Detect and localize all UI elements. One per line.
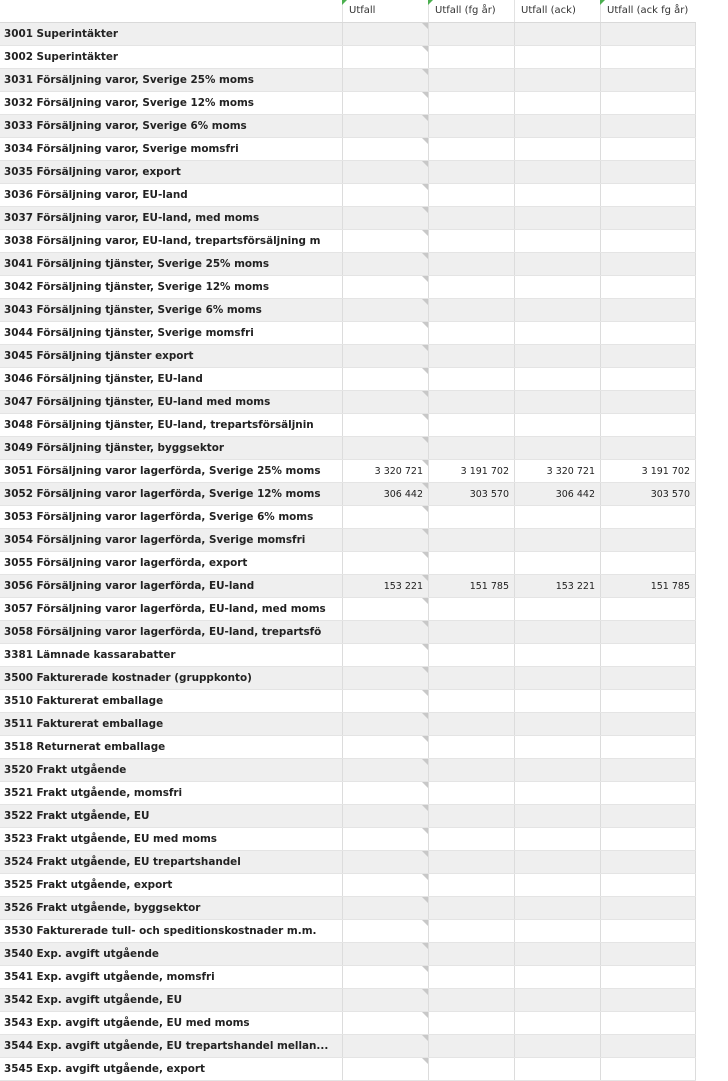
cell-utfall-ack[interactable]: [514, 1012, 600, 1034]
cell-utfall-ack-fg-ar[interactable]: [600, 828, 696, 850]
cell-utfall-ack[interactable]: [514, 92, 600, 114]
account-label: 3045 Försäljning tjänster export: [4, 350, 194, 362]
cell-utfall-fg-ar[interactable]: [428, 874, 514, 896]
table-row[interactable]: [0, 506, 696, 529]
cell-utfall-fg-ar[interactable]: [428, 138, 514, 160]
cell-utfall-fg-ar[interactable]: [428, 506, 514, 528]
table-row[interactable]: [0, 782, 696, 805]
cell-utfall[interactable]: [342, 115, 428, 137]
table-row[interactable]: [0, 529, 696, 552]
table-row[interactable]: [0, 851, 696, 874]
cell-utfall-ack-fg-ar[interactable]: [600, 690, 696, 712]
cell-utfall-fg-ar[interactable]: [428, 552, 514, 574]
cell-utfall-ack-fg-ar[interactable]: [600, 667, 696, 689]
table-row[interactable]: [0, 207, 696, 230]
cell-utfall-fg-ar[interactable]: [428, 115, 514, 137]
column-header-account: [0, 0, 342, 22]
cell-utfall-ack-fg-ar[interactable]: [600, 529, 696, 551]
column-header-utfall-ack-fg-ar[interactable]: [600, 0, 696, 22]
cell-utfall-ack[interactable]: [514, 805, 600, 827]
account-label: 3521 Frakt utgående, momsfri: [4, 787, 183, 799]
cell-utfall-ack-fg-ar[interactable]: [600, 299, 696, 321]
account-label: 3038 Försäljning varor, EU-land, trepartsförsäljning m: [4, 235, 321, 247]
cell-utfall-ack-fg-ar[interactable]: [600, 943, 696, 965]
cell-utfall-fg-ar[interactable]: [428, 1035, 514, 1057]
cell-utfall-ack[interactable]: [514, 207, 600, 229]
cell-utfall[interactable]: [342, 1058, 428, 1080]
cell-utfall[interactable]: [342, 1035, 428, 1057]
cell-utfall-fg-ar[interactable]: [428, 598, 514, 620]
cell-utfall-ack-fg-ar[interactable]: [600, 920, 696, 942]
table-row[interactable]: [0, 920, 696, 943]
table-row[interactable]: [0, 276, 696, 299]
cell-utfall-ack[interactable]: [514, 828, 600, 850]
cell-utfall[interactable]: [342, 598, 428, 620]
cell-utfall[interactable]: [342, 161, 428, 183]
cell-utfall-ack[interactable]: [514, 713, 600, 735]
cell-utfall-ack[interactable]: 153 221: [514, 575, 600, 597]
cell-utfall-fg-ar[interactable]: [428, 46, 514, 68]
cell-utfall-ack-fg-ar[interactable]: [600, 805, 696, 827]
cell-utfall-ack-fg-ar[interactable]: [600, 69, 696, 91]
table-row[interactable]: [0, 874, 696, 897]
account-label: 3042 Försäljning tjänster, Sverige 12% moms: [4, 281, 270, 293]
account-label: 3518 Returnerat emballage: [4, 741, 166, 753]
cell-utfall[interactable]: [342, 184, 428, 206]
cell-utfall-ack[interactable]: [514, 552, 600, 574]
cell-utfall[interactable]: [342, 713, 428, 735]
cell-utfall-ack-fg-ar[interactable]: [600, 736, 696, 758]
account-label: 3044 Försäljning tjänster, Sverige momsfri: [4, 327, 254, 339]
table-row[interactable]: [0, 414, 696, 437]
cell-utfall-ack[interactable]: [514, 644, 600, 666]
cell-utfall-ack-fg-ar[interactable]: [600, 345, 696, 367]
cell-utfall-ack[interactable]: [514, 276, 600, 298]
cell-utfall-fg-ar[interactable]: 303 570: [428, 483, 514, 505]
cell-utfall-ack[interactable]: [514, 782, 600, 804]
cell-utfall-ack[interactable]: [514, 437, 600, 459]
cell-utfall[interactable]: [342, 736, 428, 758]
cell-utfall-fg-ar[interactable]: [428, 828, 514, 850]
account-label: 3057 Försäljning varor lagerförda, EU-land, med moms: [4, 603, 326, 615]
cell-utfall-ack-fg-ar[interactable]: [600, 966, 696, 988]
table-row[interactable]: [0, 759, 696, 782]
cell-utfall[interactable]: [342, 874, 428, 896]
table-row[interactable]: [0, 391, 696, 414]
cell-utfall-ack-fg-ar[interactable]: 151 785: [600, 575, 696, 597]
account-label: 3511 Fakturerat emballage: [4, 718, 164, 730]
cell-utfall[interactable]: [342, 552, 428, 574]
table-row[interactable]: [0, 460, 696, 483]
cell-utfall-ack[interactable]: [514, 138, 600, 160]
table-row[interactable]: [0, 667, 696, 690]
cell-utfall-fg-ar[interactable]: [428, 391, 514, 413]
cell-utfall-ack[interactable]: [514, 345, 600, 367]
account-label: 3035 Försäljning varor, export: [4, 166, 181, 178]
account-label: 3543 Exp. avgift utgående, EU med moms: [4, 1017, 250, 1029]
table-row[interactable]: [0, 1058, 696, 1081]
cell-utfall-fg-ar[interactable]: [428, 690, 514, 712]
cell-utfall-ack-fg-ar[interactable]: [600, 598, 696, 620]
column-header-utfall-fg-ar[interactable]: [428, 0, 514, 22]
cell-utfall-ack[interactable]: [514, 966, 600, 988]
cell-utfall-ack[interactable]: [514, 23, 600, 45]
cell-utfall-fg-ar[interactable]: [428, 713, 514, 735]
sort-marker-icon: [342, 0, 347, 5]
cell-utfall[interactable]: [342, 644, 428, 666]
cell-utfall-ack-fg-ar[interactable]: [600, 207, 696, 229]
cell-utfall[interactable]: [342, 1012, 428, 1034]
cell-utfall-ack[interactable]: [514, 759, 600, 781]
cell-utfall-ack[interactable]: [514, 391, 600, 413]
account-label: 3041 Försäljning tjänster, Sverige 25% moms: [4, 258, 270, 270]
cell-utfall-ack-fg-ar[interactable]: [600, 230, 696, 252]
account-label: 3051 Försäljning varor lagerförda, Sverige 25% moms: [4, 465, 321, 477]
cell-utfall-ack[interactable]: [514, 690, 600, 712]
cell-utfall-ack[interactable]: [514, 230, 600, 252]
table-row[interactable]: [0, 690, 696, 713]
cell-utfall[interactable]: [342, 851, 428, 873]
cell-utfall[interactable]: [342, 276, 428, 298]
table-row[interactable]: [0, 230, 696, 253]
cell-utfall[interactable]: [342, 368, 428, 390]
cell-utfall-fg-ar[interactable]: [428, 805, 514, 827]
cell-utfall-ack-fg-ar[interactable]: [600, 414, 696, 436]
table-row[interactable]: [0, 736, 696, 759]
cell-utfall[interactable]: [342, 69, 428, 91]
column-header-label: Utfall (ack fg år): [607, 5, 689, 16]
cell-utfall-ack[interactable]: [514, 736, 600, 758]
table-row[interactable]: [0, 23, 696, 46]
account-label: 3540 Exp. avgift utgående: [4, 948, 159, 960]
cell-utfall-ack[interactable]: [514, 1035, 600, 1057]
table-row[interactable]: [0, 943, 696, 966]
cell-utfall-ack[interactable]: [514, 69, 600, 91]
cell-utfall-fg-ar[interactable]: [428, 943, 514, 965]
cell-utfall[interactable]: [342, 138, 428, 160]
table-row[interactable]: [0, 345, 696, 368]
account-label: 3049 Försäljning tjänster, byggsektor: [4, 442, 224, 454]
cell-utfall-ack-fg-ar[interactable]: [600, 184, 696, 206]
cell-utfall-fg-ar[interactable]: [428, 299, 514, 321]
cell-utfall[interactable]: [342, 23, 428, 45]
cell-utfall-fg-ar[interactable]: [428, 69, 514, 91]
cell-utfall[interactable]: [342, 966, 428, 988]
cell-utfall[interactable]: [342, 920, 428, 942]
cell-utfall-ack[interactable]: [514, 920, 600, 942]
grid-body: [0, 23, 696, 1081]
table-row[interactable]: [0, 92, 696, 115]
cell-utfall-ack-fg-ar[interactable]: [600, 253, 696, 275]
cell-utfall-ack-fg-ar[interactable]: [600, 161, 696, 183]
cell-utfall-fg-ar[interactable]: [428, 276, 514, 298]
table-row[interactable]: [0, 621, 696, 644]
cell-utfall-fg-ar[interactable]: [428, 736, 514, 758]
cell-utfall[interactable]: 3 320 721: [342, 460, 428, 482]
cell-utfall[interactable]: [342, 506, 428, 528]
account-label: 3046 Försäljning tjänster, EU-land: [4, 373, 203, 385]
cell-utfall-ack[interactable]: [514, 299, 600, 321]
account-label: 3031 Försäljning varor, Sverige 25% moms: [4, 74, 254, 86]
account-label: 3542 Exp. avgift utgående, EU: [4, 994, 183, 1006]
cell-utfall-fg-ar[interactable]: [428, 966, 514, 988]
cell-utfall-fg-ar[interactable]: [428, 644, 514, 666]
cell-utfall[interactable]: [342, 391, 428, 413]
cell-utfall-fg-ar[interactable]: [428, 253, 514, 275]
table-row[interactable]: [0, 575, 696, 598]
cell-utfall-ack-fg-ar[interactable]: [600, 897, 696, 919]
cell-utfall-ack-fg-ar[interactable]: [600, 759, 696, 781]
cell-utfall-fg-ar[interactable]: [428, 1058, 514, 1080]
cell-utfall[interactable]: [342, 207, 428, 229]
cell-utfall-fg-ar[interactable]: [428, 23, 514, 45]
cell-utfall-ack-fg-ar[interactable]: 303 570: [600, 483, 696, 505]
account-label: 3545 Exp. avgift utgående, export: [4, 1063, 205, 1075]
account-label: 3522 Frakt utgående, EU: [4, 810, 150, 822]
cell-utfall-fg-ar[interactable]: [428, 759, 514, 781]
cell-utfall-ack-fg-ar[interactable]: [600, 621, 696, 643]
account-label: 3036 Försäljning varor, EU-land: [4, 189, 188, 201]
account-label: 3032 Försäljning varor, Sverige 12% moms: [4, 97, 254, 109]
column-header-row: [0, 0, 696, 23]
table-row[interactable]: [0, 713, 696, 736]
cell-utfall-ack-fg-ar[interactable]: [600, 391, 696, 413]
column-header-label: Utfall: [349, 5, 376, 16]
account-label: 3500 Fakturerade kostnader (gruppkonto): [4, 672, 252, 684]
table-row[interactable]: [0, 805, 696, 828]
cell-utfall-fg-ar[interactable]: [428, 851, 514, 873]
account-label: 3047 Försäljning tjänster, EU-land med moms: [4, 396, 271, 408]
account-label: 3544 Exp. avgift utgående, EU trepartshandel mellan...: [4, 1040, 329, 1052]
account-label: 3524 Frakt utgående, EU trepartshandel: [4, 856, 241, 868]
cell-utfall[interactable]: [342, 989, 428, 1011]
cell-utfall[interactable]: [342, 943, 428, 965]
cell-utfall-ack-fg-ar[interactable]: [600, 713, 696, 735]
cell-utfall-ack[interactable]: [514, 1058, 600, 1080]
cell-utfall-ack[interactable]: 3 320 721: [514, 460, 600, 482]
table-row[interactable]: [0, 115, 696, 138]
account-label: 3525 Frakt utgående, export: [4, 879, 173, 891]
table-row[interactable]: [0, 598, 696, 621]
table-row[interactable]: [0, 299, 696, 322]
cell-utfall-ack-fg-ar[interactable]: [600, 437, 696, 459]
cell-utfall-ack[interactable]: [514, 184, 600, 206]
cell-utfall-ack-fg-ar[interactable]: [600, 1035, 696, 1057]
cell-utfall[interactable]: [342, 345, 428, 367]
account-label: 3048 Försäljning tjänster, EU-land, trepartsförsäljnin: [4, 419, 314, 431]
account-label: 3043 Försäljning tjänster, Sverige 6% moms: [4, 304, 262, 316]
cell-utfall-fg-ar[interactable]: [428, 207, 514, 229]
cell-utfall[interactable]: [342, 690, 428, 712]
cell-utfall-fg-ar[interactable]: [428, 897, 514, 919]
cell-utfall-ack-fg-ar[interactable]: [600, 138, 696, 160]
cell-utfall-ack-fg-ar[interactable]: [600, 506, 696, 528]
cell-utfall-ack[interactable]: [514, 851, 600, 873]
account-label: 3056 Försäljning varor lagerförda, EU-land: [4, 580, 255, 592]
cell-utfall[interactable]: [342, 805, 428, 827]
cell-utfall-fg-ar[interactable]: [428, 322, 514, 344]
cell-utfall[interactable]: [342, 414, 428, 436]
cell-utfall-fg-ar[interactable]: [428, 920, 514, 942]
cell-utfall-ack[interactable]: [514, 414, 600, 436]
cell-utfall-fg-ar[interactable]: [428, 368, 514, 390]
table-row[interactable]: [0, 552, 696, 575]
cell-utfall-ack[interactable]: [514, 943, 600, 965]
sort-marker-icon: [428, 0, 433, 5]
table-row[interactable]: [0, 138, 696, 161]
account-label: 3526 Frakt utgående, byggsektor: [4, 902, 201, 914]
table-row[interactable]: [0, 46, 696, 69]
column-header-utfall-ack[interactable]: [514, 0, 600, 22]
cell-utfall[interactable]: [342, 230, 428, 252]
cell-utfall[interactable]: [342, 299, 428, 321]
cell-utfall-fg-ar[interactable]: [428, 989, 514, 1011]
cell-utfall-ack-fg-ar[interactable]: [600, 874, 696, 896]
cell-utfall-ack[interactable]: [514, 46, 600, 68]
cell-utfall[interactable]: [342, 253, 428, 275]
cell-utfall-fg-ar[interactable]: [428, 437, 514, 459]
account-label: 3530 Fakturerade tull- och speditionskostnader m.m.: [4, 925, 317, 937]
account-label: 3523 Frakt utgående, EU med moms: [4, 833, 217, 845]
cell-utfall-ack-fg-ar[interactable]: [600, 851, 696, 873]
cell-utfall[interactable]: [342, 782, 428, 804]
cell-utfall-fg-ar[interactable]: [428, 667, 514, 689]
cell-utfall[interactable]: [342, 529, 428, 551]
cell-utfall-ack-fg-ar[interactable]: 3 191 702: [600, 460, 696, 482]
cell-utfall-ack[interactable]: [514, 115, 600, 137]
table-row[interactable]: [0, 828, 696, 851]
cell-utfall[interactable]: [342, 667, 428, 689]
cell-utfall-ack-fg-ar[interactable]: [600, 552, 696, 574]
account-label: 3037 Försäljning varor, EU-land, med moms: [4, 212, 260, 224]
cell-utfall-fg-ar[interactable]: [428, 414, 514, 436]
account-label: 3054 Försäljning varor lagerförda, Sverige momsfri: [4, 534, 306, 546]
cell-utfall-fg-ar[interactable]: [428, 621, 514, 643]
table-row[interactable]: [0, 69, 696, 92]
cell-utfall-fg-ar[interactable]: [428, 782, 514, 804]
cell-utfall-ack-fg-ar[interactable]: [600, 276, 696, 298]
cell-utfall-fg-ar[interactable]: [428, 161, 514, 183]
cell-utfall-fg-ar[interactable]: [428, 529, 514, 551]
cell-utfall-ack[interactable]: 306 442: [514, 483, 600, 505]
table-row[interactable]: [0, 1035, 696, 1058]
table-row[interactable]: [0, 161, 696, 184]
cell-utfall-ack[interactable]: [514, 506, 600, 528]
sort-marker-icon: [600, 0, 605, 5]
cell-utfall-fg-ar[interactable]: [428, 345, 514, 367]
cell-utfall-fg-ar[interactable]: [428, 92, 514, 114]
account-label: 3381 Lämnade kassarabatter: [4, 649, 176, 661]
cell-utfall[interactable]: [342, 46, 428, 68]
account-label: 3510 Fakturerat emballage: [4, 695, 164, 707]
cell-utfall[interactable]: [342, 828, 428, 850]
cell-utfall-ack-fg-ar[interactable]: [600, 782, 696, 804]
cell-utfall[interactable]: [342, 322, 428, 344]
table-row[interactable]: [0, 253, 696, 276]
cell-utfall-ack[interactable]: [514, 989, 600, 1011]
cell-utfall-ack[interactable]: [514, 598, 600, 620]
column-header-label: Utfall (ack): [521, 5, 576, 16]
table-row[interactable]: [0, 483, 696, 506]
cell-utfall-ack[interactable]: [514, 253, 600, 275]
account-label: 3058 Försäljning varor lagerförda, EU-land, trepartsfö: [4, 626, 322, 638]
table-row[interactable]: [0, 184, 696, 207]
cell-utfall-ack-fg-ar[interactable]: [600, 368, 696, 390]
cell-utfall-ack[interactable]: [514, 368, 600, 390]
account-label: 3055 Försäljning varor lagerförda, export: [4, 557, 248, 569]
account-label: 3052 Försäljning varor lagerförda, Sverige 12% moms: [4, 488, 321, 500]
cell-utfall-fg-ar[interactable]: [428, 1012, 514, 1034]
account-label: 3002 Superintäkter: [4, 51, 119, 63]
cell-utfall-ack-fg-ar[interactable]: [600, 92, 696, 114]
table-row[interactable]: [0, 437, 696, 460]
account-label: 3520 Frakt utgående: [4, 764, 127, 776]
cell-utfall-ack-fg-ar[interactable]: [600, 644, 696, 666]
cell-utfall[interactable]: 153 221: [342, 575, 428, 597]
cell-utfall[interactable]: 306 442: [342, 483, 428, 505]
table-row[interactable]: [0, 644, 696, 667]
cell-utfall-ack-fg-ar[interactable]: [600, 1058, 696, 1080]
cell-utfall-ack[interactable]: [514, 529, 600, 551]
cell-utfall-ack-fg-ar[interactable]: [600, 46, 696, 68]
cell-utfall-ack[interactable]: [514, 874, 600, 896]
cell-utfall[interactable]: [342, 92, 428, 114]
table-row[interactable]: [0, 989, 696, 1012]
account-label: 3541 Exp. avgift utgående, momsfri: [4, 971, 215, 983]
table-row[interactable]: [0, 368, 696, 391]
cell-utfall[interactable]: [342, 759, 428, 781]
account-label: 3033 Försäljning varor, Sverige 6% moms: [4, 120, 247, 132]
account-label: 3001 Superintäkter: [4, 28, 119, 40]
cell-utfall-ack-fg-ar[interactable]: [600, 23, 696, 45]
cell-utfall-ack[interactable]: [514, 897, 600, 919]
cell-utfall[interactable]: [342, 621, 428, 643]
table-row[interactable]: [0, 966, 696, 989]
cell-utfall-ack[interactable]: [514, 667, 600, 689]
cell-utfall-ack[interactable]: [514, 322, 600, 344]
cell-utfall-fg-ar[interactable]: 151 785: [428, 575, 514, 597]
cell-utfall-fg-ar[interactable]: [428, 230, 514, 252]
cell-utfall[interactable]: [342, 437, 428, 459]
cell-utfall[interactable]: [342, 897, 428, 919]
cell-utfall-fg-ar[interactable]: 3 191 702: [428, 460, 514, 482]
table-row[interactable]: [0, 322, 696, 345]
account-label: 3034 Försäljning varor, Sverige momsfri: [4, 143, 239, 155]
account-label: 3053 Försäljning varor lagerförda, Sverige 6% moms: [4, 511, 314, 523]
column-header-label: Utfall (fg år): [435, 5, 496, 16]
column-header-utfall[interactable]: [342, 0, 428, 22]
cell-utfall-ack-fg-ar[interactable]: [600, 989, 696, 1011]
cell-utfall-ack[interactable]: [514, 621, 600, 643]
cell-utfall-ack[interactable]: [514, 161, 600, 183]
cell-utfall-ack-fg-ar[interactable]: [600, 322, 696, 344]
table-row[interactable]: [0, 1012, 696, 1035]
cell-utfall-ack-fg-ar[interactable]: [600, 115, 696, 137]
cell-utfall-ack-fg-ar[interactable]: [600, 1012, 696, 1034]
cell-utfall-fg-ar[interactable]: [428, 184, 514, 206]
table-row[interactable]: [0, 897, 696, 920]
